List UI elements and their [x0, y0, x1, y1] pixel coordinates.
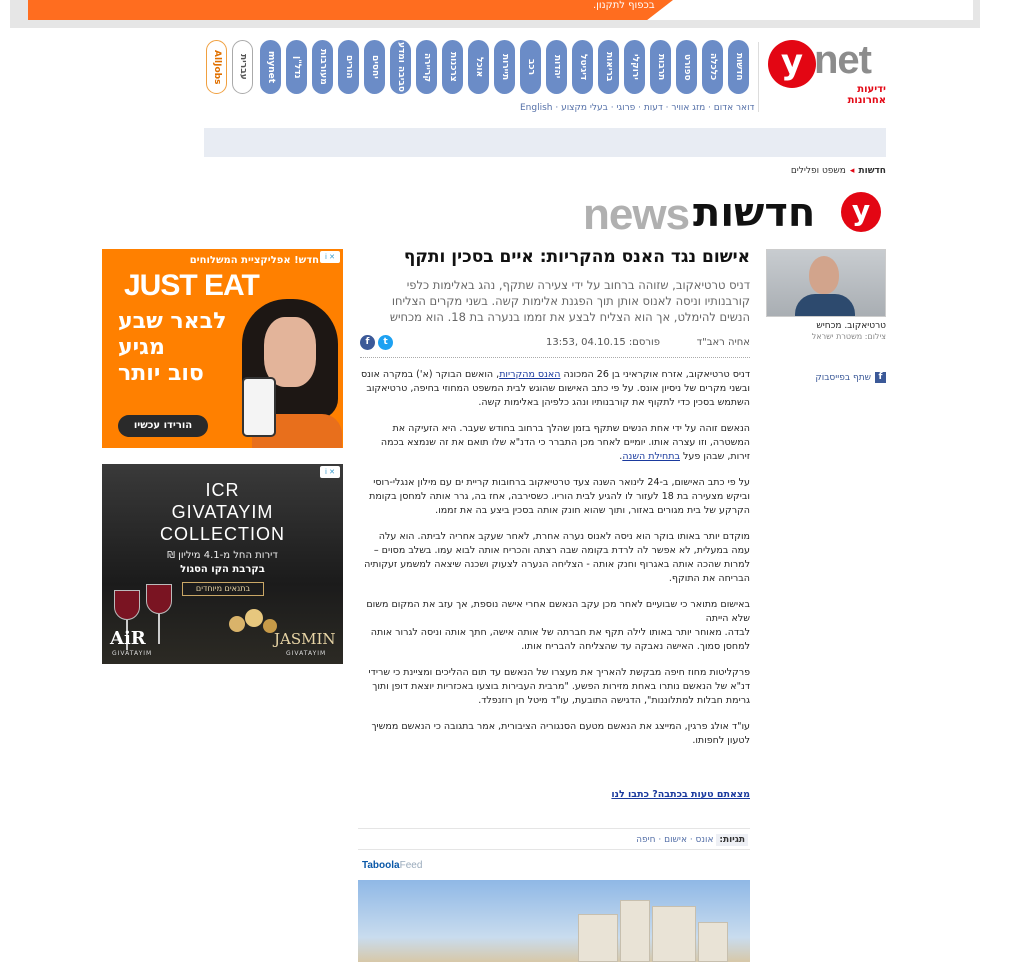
- meta-divider: [360, 357, 750, 358]
- top-ad-orange-panel[interactable]: [28, 0, 673, 20]
- share-icons: [360, 335, 393, 350]
- news-latin-word: news: [583, 190, 690, 239]
- ynet-y-mark: y: [768, 40, 816, 88]
- breadcrumb-home[interactable]: חדשות: [858, 166, 886, 176]
- ad-info-icon[interactable]: i ✕: [320, 251, 340, 263]
- nav-item-health[interactable]: בריאות: [598, 40, 619, 94]
- paragraph-text: באישום מתואר כי שבועיים לאחר מכן עקב הנאשם אחרי אישה נוספת, אך עזב את המקום משום שלא הייתה: [366, 599, 750, 624]
- paragraph-text: הנאשם זוהה על ידי אחת הנשים שתקף בזמן שהלך ברחוב בחודש שעבר. היא הזעיקה את המשטרה, וזו עצרה אותו. יומיים לאחר מכן התברר כי הדנ"א שלו תואם את זה שנמצא בכמה זירות, שבהן פעל: [380, 423, 750, 462]
- nav-item-cars[interactable]: רכב: [520, 40, 541, 94]
- article-headline: אישום נגד האנס מהקריות: איים בסכין ותקף: [403, 247, 750, 267]
- tags-list[interactable]: אונס · אישום · חיפה: [636, 835, 714, 845]
- paragraph-text: לבדה. מאוחר יותר באותו לילה תקף את חברתה של אותה אישה, חתך אותה וניסה לגרור אותה למחסן סמוך. האישה נאבקה עד שהצליחה להבריח אותו.: [370, 627, 750, 652]
- article-date: פורסם: 04.10.15 ,13:53: [545, 337, 660, 348]
- inline-link-rapist[interactable]: האנס מהקריות: [499, 369, 561, 380]
- icr-title-line-1: ICR: [205, 480, 240, 500]
- icr-title-line-2: GIVATAYIM: [171, 502, 274, 522]
- icr-ad[interactable]: [102, 464, 343, 664]
- jasmin-logo-sub: GIVATAYIM: [286, 650, 327, 657]
- nav-item-food[interactable]: אוכל: [468, 40, 489, 94]
- twitter-icon[interactable]: t: [378, 335, 393, 350]
- news-section-logo[interactable]: [583, 190, 885, 239]
- nav-item-parents[interactable]: הורים: [338, 40, 359, 94]
- taboola-feed: Feed: [399, 860, 423, 871]
- air-logo: AiR: [110, 628, 146, 649]
- article: [360, 245, 750, 760]
- nav-item-economy[interactable]: כלכלה: [702, 40, 723, 94]
- news-y-mark: y: [841, 192, 881, 232]
- justeat-brand: JUST EAT: [124, 269, 259, 302]
- nav-item-ivrit[interactable]: עברית: [232, 40, 253, 94]
- nav-item-news[interactable]: חדשות: [728, 40, 749, 94]
- nav-item-judaism[interactable]: יהדות: [546, 40, 567, 94]
- ad-info-icon[interactable]: i ✕: [320, 466, 340, 478]
- building-shape: [620, 900, 650, 962]
- nav-item-green[interactable]: ירוקלי: [624, 40, 645, 94]
- ynet-logo[interactable]: [768, 38, 886, 106]
- news-hebrew-word: חדשות: [693, 190, 816, 236]
- wine-glass-icon: [114, 590, 140, 620]
- icr-price: דירות החל מ-4.1 מיליון ₪: [167, 550, 278, 561]
- nav-item-travel[interactable]: תיירות: [494, 40, 515, 94]
- breadcrumb: [791, 166, 886, 176]
- building-shape: [698, 922, 728, 962]
- paragraph-text: , הואשם הבוקר (א') במקרה אונס ובשני מקרים של ניסיון אונס. על פי כתב האישום שהוגש לבית המשפט המחוזי בחיפה, טרטיאקוב השתמש בסכין כדי לתקוף את קורבנותיו ונהג כלפיהן באלימות קשה.: [360, 369, 750, 408]
- photo-credit: צילום: משטרת ישראל: [811, 332, 886, 341]
- ad-strip: [204, 128, 886, 157]
- justeat-top-text: חדש! אפליקציית המשלוחים: [189, 255, 319, 266]
- sub-links[interactable]: דואר אדום · מזג אוויר · דעות · פרוגי · בעלי מקצוע · English: [520, 103, 755, 113]
- nav-item-consumer[interactable]: צרכנות: [442, 40, 463, 94]
- building-shape: [652, 906, 696, 962]
- wine-glass-icon: [146, 584, 172, 614]
- flowers-icon: [222, 602, 282, 642]
- top-ad-frame: [10, 0, 980, 28]
- nav-item-science[interactable]: סביבה ומדע: [390, 40, 411, 94]
- breadcrumb-section[interactable]: משפט ופלילים: [790, 166, 846, 176]
- article-paragraph: עו"ד אולג פרגין, המייצג את הנאשם מטעם הסנגוריה הציבורית, אמר בתגובה כי הנאשם ממשיך לטעון לחפותו.: [371, 721, 750, 746]
- top-ad-text: בכפוף לתקנון.: [593, 0, 655, 11]
- tags-bar: [358, 828, 750, 850]
- photo-face: [809, 256, 839, 294]
- ynet-wordmark: net: [814, 38, 871, 82]
- nav-item-real-estate[interactable]: נדל"ן: [286, 40, 307, 94]
- ynet-subtitle: ידיעות אחרונות: [847, 84, 886, 106]
- justeat-line-3: סוב יותר: [118, 361, 204, 386]
- justeat-ad[interactable]: [102, 249, 343, 448]
- article-paragraph: מוקדם יותר באותו בוקר הוא ניסה לאנוס נערה אחרת, לאחר שעקב אחריה לביתה. הוא עלה עמה במעלית, לא אפשר לה לרדת בקומה שבה רצתה והכריח אותה לבוא עמו. בשלב מסוים – למרות שהכה אותה באגרוף וחנק אותה - הצליחה הנערה לצעוק ושכנה שיצאה למשמע זעקותיה הבריחה את התוקף.: [364, 531, 750, 584]
- article-subheadline: דניס טרטיאקוב, שזוהה ברחוב על ידי צעירה שתקף, נהג באלימות כלפי קורבנותיו וניסה לאנוס אותן תוך הפגנת אלימות קשה. בשני מקרים הצליחו הנשים להימלט, אך הוא הצליח לבצע את זממו בנערה בת 18. הוא מכחיש: [389, 278, 750, 324]
- nav-item-sport[interactable]: ספורט: [676, 40, 697, 94]
- nav-item-digital[interactable]: דיגיטל: [572, 40, 593, 94]
- article-author[interactable]: אחיה ראב"ד: [696, 337, 750, 348]
- icr-title-line-3: COLLECTION: [159, 524, 286, 544]
- inline-link-year-start[interactable]: בתחילת השנה: [622, 451, 680, 462]
- justeat-line-2: מגיע: [118, 335, 165, 360]
- facebook-share-link[interactable]: [815, 372, 886, 383]
- article-photo[interactable]: [766, 249, 886, 317]
- logo-divider: [758, 42, 759, 112]
- facebook-icon[interactable]: f: [360, 335, 375, 350]
- photo-caption: טרטיאקוב. מכחיש: [816, 321, 886, 331]
- icr-location: בקרבת הקו הסגול: [180, 564, 265, 575]
- icr-cta-button[interactable]: בתנאים מיוחדים: [182, 582, 264, 596]
- article-paragraph: [360, 598, 750, 654]
- wine-glass-stem: [158, 614, 160, 644]
- article-body: [360, 368, 750, 748]
- nav-item-relationships[interactable]: יחסים: [364, 40, 385, 94]
- nav-item-involvement[interactable]: מעורבות: [312, 40, 333, 94]
- photo-shirt: [795, 294, 855, 317]
- nav-item-culture[interactable]: תרבות: [650, 40, 671, 94]
- article-meta: [360, 335, 750, 353]
- tags-label: תגיות:: [716, 834, 748, 846]
- top-banner-ad[interactable]: [28, 0, 973, 20]
- justeat-person-image: [242, 299, 342, 448]
- justeat-download-button[interactable]: הורידו עכשיו: [118, 415, 208, 437]
- article-paragraph: על פי כתב האישום, ב-24 לינואר השנה צעד טרטיאקוב ברחובות קריית ים עם מילון אנגלי-רוסי וביקש מצעירה בת 18 לעזור לו להגיע לבית הוריו. כשסירבה, אחז בה, גרר אותה למחסן בקומת הקרקע של בית מגורים באזור, ותוך שהוא חונק אותה בסכין ביצע בה את זממו.: [369, 477, 750, 516]
- breadcrumb-arrow-icon: ◂: [849, 166, 855, 176]
- article-paragraph: פרקליטות מחוז חיפה מבקשת להאריך את מעצרו של הנאשם עד תום ההליכים ומציינת כי שרידי דנ"א של הנאשם נותרו באחת מזירות הפשע. "מרבית העבירות בוצעו באכזריות יוצאת דופן ותוך גרימת חבלות למתלוננות", הדגישה התובעת, עו"ד מיטל חן רוזנפלד.: [368, 667, 750, 706]
- jasmin-logo: JASMIN: [274, 630, 336, 648]
- article-paragraph: הנאשם זוהה על ידי אחת הנשים שתקף בזמן שהלך ברחוב בחודש שעבר. היא הזעיקה את המשטרה, וזו עצרה אותו. יומיים לאחר מכן התברר כי הדנ"א שלו תואם את זה שנמצא בכמה זירות, שבהן פעל בתחילת השנה.: [380, 423, 750, 462]
- building-shape: [578, 914, 618, 962]
- main-nav: [204, 40, 752, 96]
- article-paragraph: [360, 368, 750, 410]
- nav-item-alljobs[interactable]: AllJobs: [206, 40, 227, 94]
- justeat-line-1: לבאר שבע: [118, 309, 227, 334]
- taboola-feed-image[interactable]: [358, 880, 750, 962]
- taboola-brand: Taboola: [362, 860, 400, 871]
- nav-item-mynet[interactable]: mynet: [260, 40, 281, 94]
- facebook-icon: f: [875, 372, 886, 383]
- taboola-logo[interactable]: [362, 860, 422, 871]
- air-logo-sub: GIVATAYIM: [112, 650, 153, 657]
- phone-icon: [242, 377, 276, 437]
- facebook-share-label: שתף בפייסבוק: [815, 372, 871, 383]
- paragraph-text: דניס טרטיאקוב, אזרח אוקראיני בן 26 המכונה: [563, 369, 750, 380]
- report-error-link[interactable]: מצאתם טעות בכתבה? כתבו לנו: [611, 789, 750, 800]
- nav-item-career[interactable]: קריירה: [416, 40, 437, 94]
